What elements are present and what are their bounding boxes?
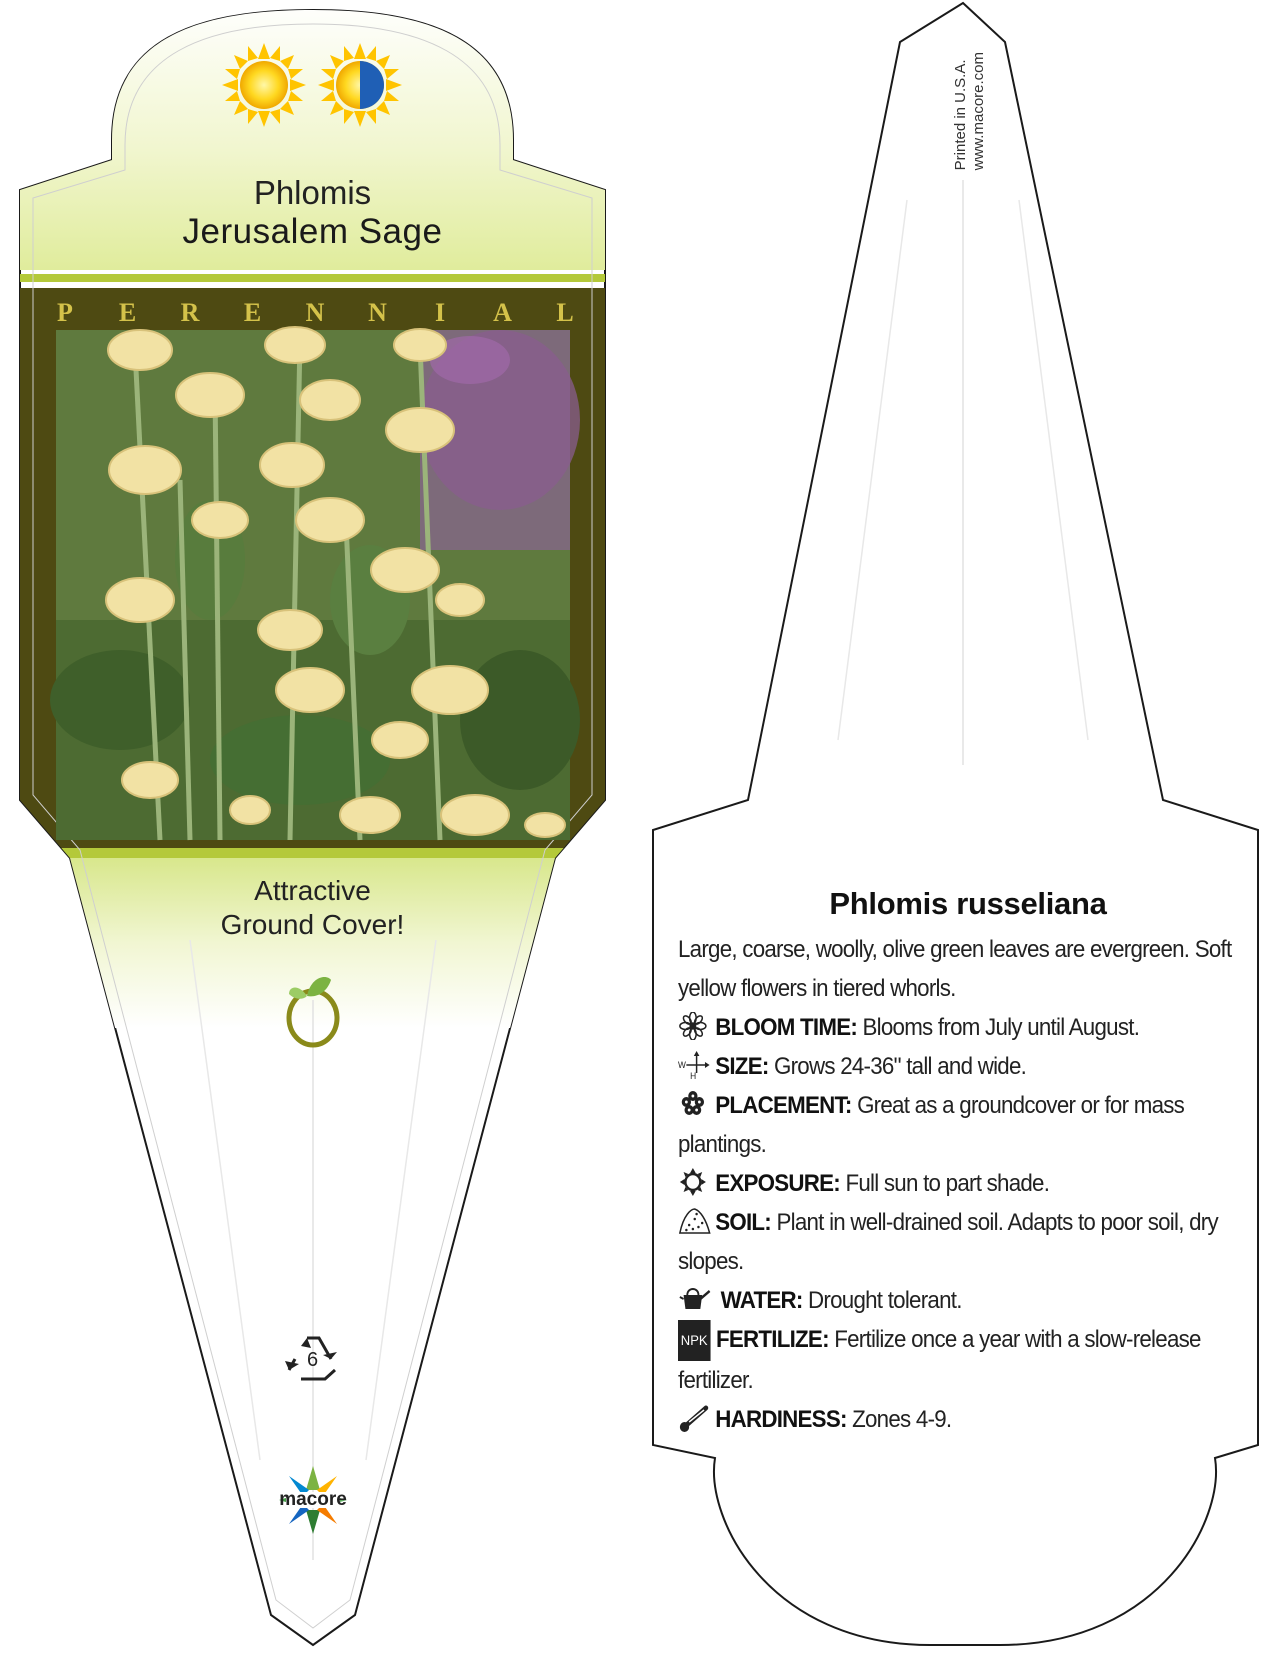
water-row [678, 1281, 1255, 1320]
size-row [678, 1047, 1255, 1086]
description-text: Large, coarse, woolly, olive green leaves are evergreen. Soft yellow flowers in tiered whorls. [678, 936, 1232, 1002]
tagline-line2: Ground Cover! [220, 909, 405, 940]
exposure-row [678, 1164, 1255, 1203]
hardiness-text: Zones 4-9. [852, 1406, 952, 1433]
size-label: SIZE: [715, 1053, 769, 1080]
bloom-row [678, 1008, 1255, 1047]
placement-row [678, 1086, 1255, 1164]
thermometer-icon [678, 1404, 711, 1432]
watering-can-icon [678, 1285, 711, 1313]
description [678, 930, 1255, 1008]
bloom-label: BLOOM TIME: [715, 1014, 858, 1041]
size-text: Grows 24-36" tall and wide. [773, 1053, 1027, 1080]
website: www.macore.com [970, 52, 987, 171]
category-label [55, 298, 575, 328]
category-letter: P [57, 298, 73, 327]
category-letter: R [180, 298, 200, 327]
tagline-line1: Attractive [254, 875, 371, 906]
size-icon-h: H [690, 1070, 696, 1079]
npk-badge-icon: NPK [678, 1320, 710, 1361]
size-arrows-icon [678, 1051, 711, 1079]
fertilize-row [678, 1320, 1255, 1400]
water-label: WATER: [720, 1287, 803, 1314]
sun-icon [678, 1168, 711, 1196]
soil-label: SOIL: [715, 1209, 771, 1236]
genus-name: Phlomis [253, 174, 372, 211]
category-letter: I [434, 298, 446, 327]
size-icon-w: W [678, 1059, 686, 1071]
bloom-text: Blooms from July until August. [862, 1014, 1140, 1041]
category-letter: L [556, 298, 574, 327]
flower-icon [678, 1012, 711, 1040]
flower-cluster-icon [678, 1090, 711, 1118]
printed-info [952, 52, 988, 170]
botanical-name: Phlomis russeliana [829, 886, 1107, 921]
soil-pile-icon [678, 1207, 711, 1235]
exposure-text: Full sun to part shade. [845, 1170, 1050, 1197]
tagline [20, 874, 605, 942]
phlomis-flower-photo [50, 327, 580, 840]
hardiness-row [678, 1400, 1255, 1439]
recycle-number: 6 [307, 1349, 319, 1371]
fertilize-text: Fertilize once a year with a slow-release fertilizer. [678, 1326, 1201, 1394]
full-sun-icon [222, 43, 306, 127]
water-text: Drought tolerant. [808, 1287, 962, 1314]
brand-name: macore [279, 1489, 347, 1510]
part-shade-icon [318, 43, 402, 127]
printed-in: Printed in U.S.A. [952, 59, 969, 171]
fertilize-label: FERTILIZE: [715, 1326, 829, 1353]
category-letter: N [368, 298, 387, 327]
soil-text: Plant in well-drained soil. Adapts to poor soil, dry slopes. [678, 1209, 1218, 1275]
category-letter: E [243, 298, 262, 327]
exposure-label: EXPOSURE: [715, 1170, 840, 1197]
category-letter: N [305, 298, 325, 327]
hardiness-label: HARDINESS: [715, 1406, 847, 1433]
placement-text: Great as a groundcover or for mass plantings. [678, 1092, 1185, 1158]
care-info [678, 886, 1258, 1439]
soil-row [678, 1203, 1255, 1281]
common-name: Jerusalem Sage [182, 212, 443, 251]
placement-label: PLACEMENT: [715, 1092, 852, 1119]
category-letter: E [118, 298, 137, 327]
category-letter: A [493, 298, 512, 327]
